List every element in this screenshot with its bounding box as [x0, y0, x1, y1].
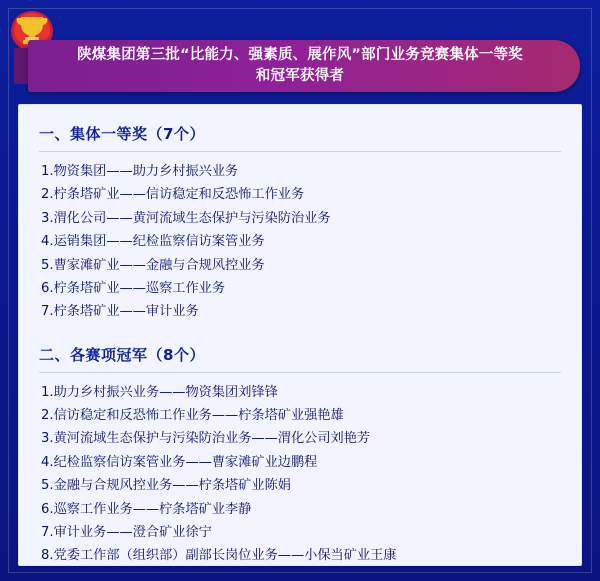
- list-item: 6.巡察工作业务——柠条塔矿业李静: [41, 501, 252, 517]
- section-divider-2: [39, 372, 561, 373]
- list-item: 5.曹家滩矿业——金融与合规风控业务: [41, 257, 265, 273]
- list-item: 2.柠条塔矿业——信访稳定和反恐怖工作业务: [41, 187, 305, 203]
- list-item: 3.渭化公司——黄河流域生态保护与污染防治业务: [41, 210, 331, 226]
- list-item: 5.金融与合规风控业务——柠条塔矿业陈娟: [41, 478, 291, 494]
- title-banner: [0, 40, 600, 92]
- section-heading-collective: 一、集体一等奖（7个）: [39, 125, 205, 143]
- section-divider-1: [39, 151, 561, 152]
- list-item: 7.审计业务——澄合矿业徐宁: [41, 524, 212, 540]
- list-item: 3.黄河流域生态保护与污染防治业务——渭化公司刘艳芳: [41, 431, 371, 447]
- list-item: 6.柠条塔矿业——巡察工作业务: [41, 280, 226, 296]
- list-item: 4.纪检监察信访案管业务——曹家滩矿业边鹏程: [41, 454, 318, 470]
- list-item: 1.助力乡村振兴业务——物资集团刘锋锋: [41, 384, 278, 400]
- content-card: [18, 104, 582, 566]
- list-item: 7.柠条塔矿业——审计业务: [41, 304, 199, 320]
- banner-title-line2: 和冠军获得者: [255, 68, 345, 84]
- section-gap: [39, 324, 561, 338]
- banner-title: [77, 45, 523, 87]
- banner-title-line1: 陕煤集团第三批“比能力、强素质、展作风”部门业务竞赛集体一等奖: [77, 46, 523, 63]
- list-item: 8.党委工作部（组织部）副部长岗位业务——小保当矿业王康: [41, 548, 397, 564]
- list-champions: [39, 381, 561, 566]
- list-item: 1.物资集团——助力乡村振兴业务: [41, 164, 239, 179]
- banner-body: [28, 40, 580, 92]
- section-heading-champions: 二、各赛项冠军（8个）: [39, 345, 205, 364]
- list-item: 2.信访稳定和反恐怖工作业务——柠条塔矿业强艳雄: [41, 408, 344, 423]
- list-item: 4.运销集团——纪检监察信访案管业务: [41, 234, 265, 250]
- list-collective-awards: [39, 160, 561, 324]
